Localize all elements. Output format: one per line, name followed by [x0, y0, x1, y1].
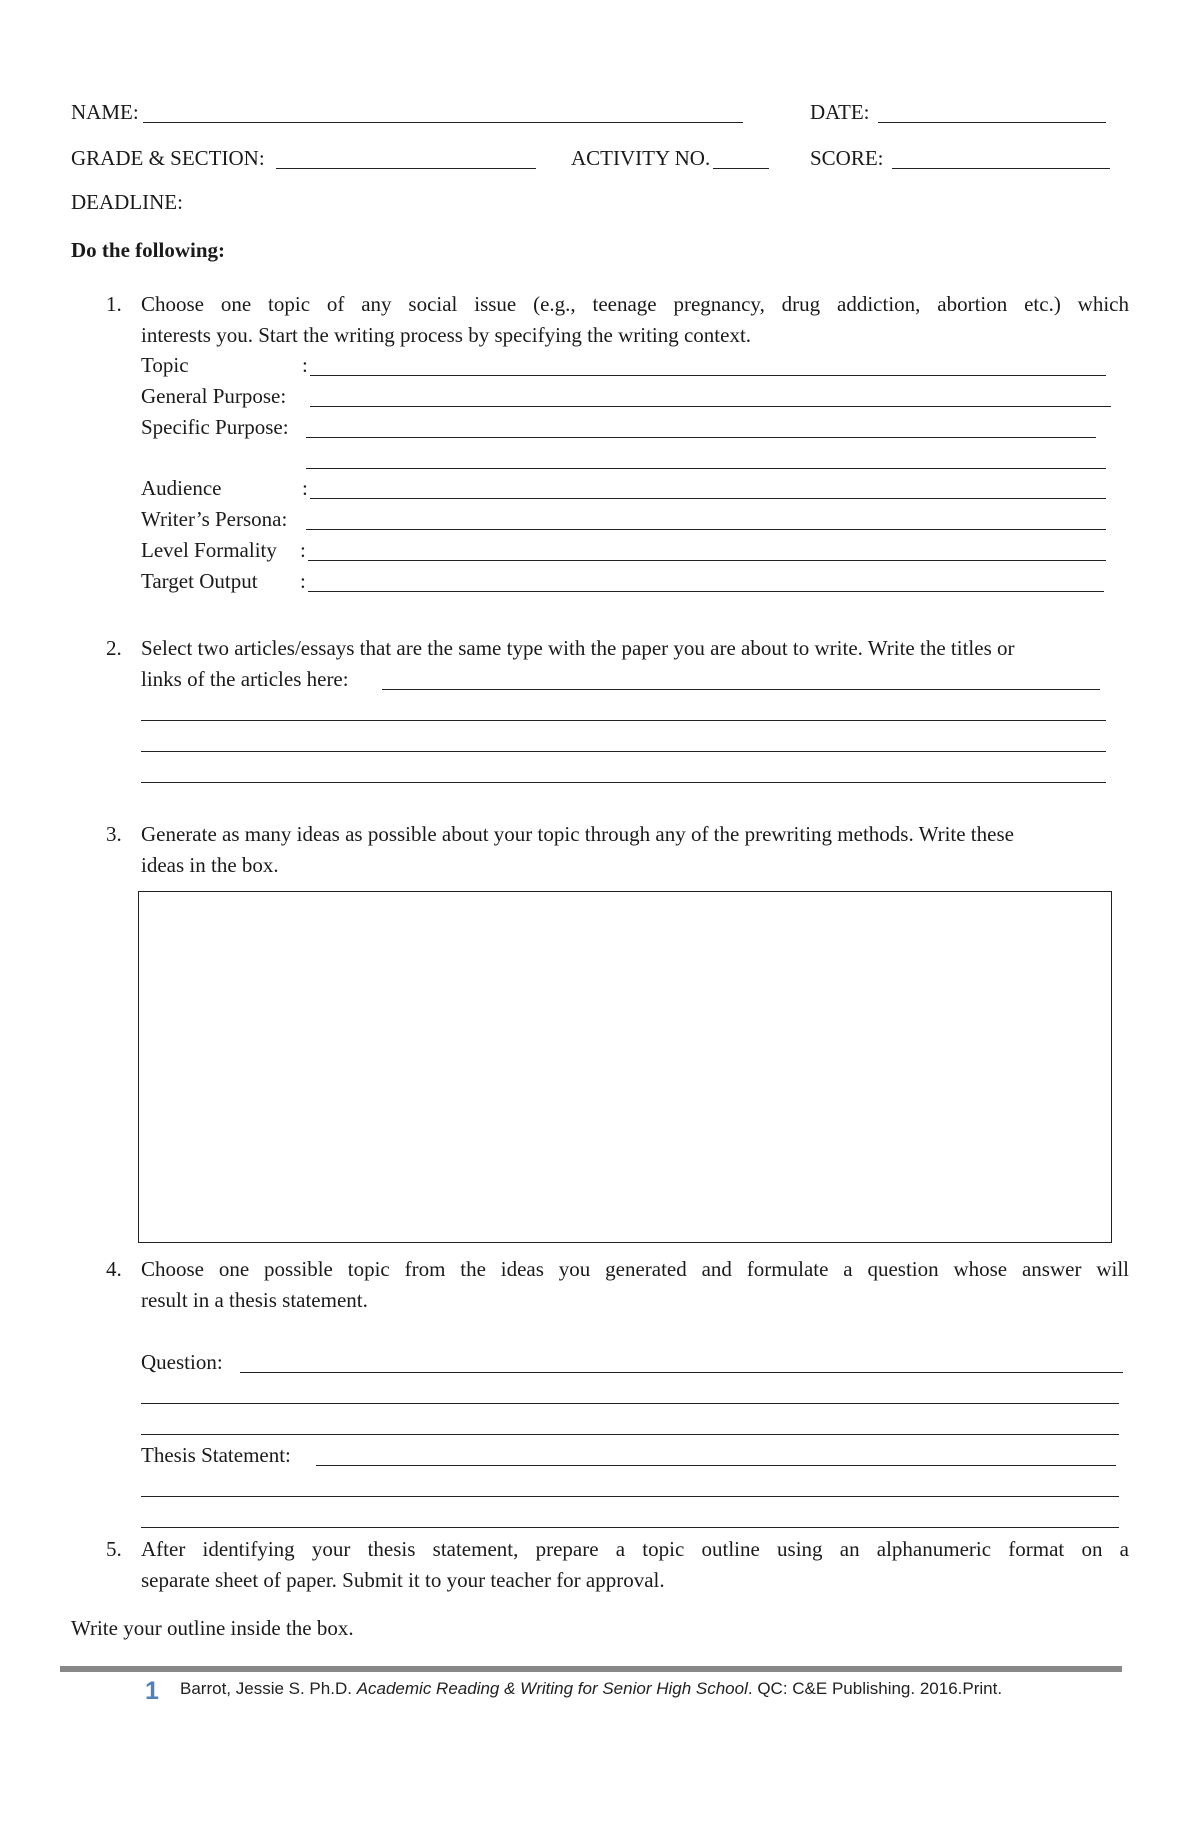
- item-3-line1: Generate as many ideas as possible about your topic through any of the prewriting methods. Write these: [141, 822, 1014, 846]
- level-formality-colon: :: [300, 538, 306, 562]
- general-purpose-label: General Purpose:: [141, 384, 287, 408]
- ideas-box[interactable]: [138, 891, 1112, 1243]
- score-field[interactable]: [892, 168, 1110, 169]
- item-5-number: 5.: [106, 1537, 122, 1561]
- score-label: SCORE:: [810, 146, 884, 170]
- topic-label: Topic: [141, 353, 189, 377]
- grade-section-field[interactable]: [276, 168, 536, 169]
- activity-label: ACTIVITY NO.: [571, 146, 711, 170]
- item-4-number: 4.: [106, 1257, 122, 1281]
- level-formality-label: Level Formality: [141, 538, 277, 562]
- specific-purpose-label: Specific Purpose:: [141, 415, 289, 439]
- question-field-3[interactable]: [141, 1434, 1119, 1435]
- target-output-label: Target Output: [141, 569, 258, 593]
- audience-label: Audience: [141, 476, 222, 500]
- name-label: NAME:: [71, 100, 139, 124]
- articles-field-3[interactable]: [141, 751, 1106, 752]
- citation: [180, 1679, 1002, 1699]
- page-number: 1: [145, 1677, 159, 1705]
- name-field[interactable]: [143, 122, 743, 123]
- grade-section-label: GRADE & SECTION:: [71, 146, 265, 170]
- citation-author: Barrot, Jessie S. Ph.D.: [180, 1679, 352, 1698]
- topic-field[interactable]: [310, 375, 1106, 376]
- item-5-line1: After identifying your thesis statement, prepare a topic outline using an alphanumeric format on a: [141, 1537, 1129, 1561]
- item-3-number: 3.: [106, 822, 122, 846]
- specific-purpose-field[interactable]: [306, 437, 1096, 438]
- thesis-field-3[interactable]: [141, 1527, 1119, 1528]
- question-field[interactable]: [240, 1372, 1123, 1373]
- thesis-label: Thesis Statement:: [141, 1443, 291, 1467]
- audience-colon: :: [302, 476, 308, 500]
- articles-field-2[interactable]: [141, 720, 1106, 721]
- question-label: Question:: [141, 1350, 223, 1374]
- item-1-number: 1.: [106, 292, 122, 316]
- item-3-line2: ideas in the box.: [141, 853, 279, 877]
- target-output-colon: :: [300, 569, 306, 593]
- specific-purpose-field-2[interactable]: [306, 468, 1106, 469]
- item-4-line2: result in a thesis statement.: [141, 1288, 368, 1312]
- topic-colon: :: [302, 353, 308, 377]
- outline-instruction: Write your outline inside the box.: [71, 1616, 354, 1640]
- item-1-line1: Choose one topic of any social issue (e.g., teenage pregnancy, drug addiction, abortion etc.) which: [141, 292, 1129, 316]
- audience-field[interactable]: [310, 498, 1106, 499]
- target-output-field[interactable]: [308, 591, 1104, 592]
- citation-rest: . QC: C&E Publishing. 2016.Print.: [747, 1679, 1003, 1698]
- activity-field[interactable]: [713, 168, 769, 169]
- item-1-line2: interests you. Start the writing process by specifying the writing context.: [141, 323, 752, 347]
- item-4-line1: Choose one possible topic from the ideas you generated and formulate a question whose answer will: [141, 1257, 1129, 1281]
- item-2-number: 2.: [106, 636, 122, 660]
- question-field-2[interactable]: [141, 1403, 1119, 1404]
- date-label: DATE:: [810, 100, 870, 124]
- thesis-field-2[interactable]: [141, 1496, 1119, 1497]
- writers-persona-field[interactable]: [306, 529, 1106, 530]
- item-2-line1: Select two articles/essays that are the same type with the paper you are about to write. Write the titles or: [141, 636, 1015, 660]
- level-formality-field[interactable]: [308, 560, 1106, 561]
- articles-field-4[interactable]: [141, 782, 1106, 783]
- item-5-line2: separate sheet of paper. Submit it to your teacher for approval.: [141, 1568, 665, 1592]
- date-field[interactable]: [878, 122, 1106, 123]
- articles-field[interactable]: [382, 689, 1100, 690]
- deadline-label: DEADLINE:: [71, 190, 183, 214]
- item-2-line2: links of the articles here:: [141, 667, 349, 691]
- citation-title: Academic Reading & Writing for Senior High School: [356, 1679, 748, 1698]
- general-purpose-field[interactable]: [310, 406, 1111, 407]
- instructions-heading: Do the following:: [71, 238, 225, 262]
- footer-rule: [60, 1666, 1122, 1672]
- thesis-field[interactable]: [316, 1465, 1116, 1466]
- writers-persona-label: Writer’s Persona:: [141, 507, 288, 531]
